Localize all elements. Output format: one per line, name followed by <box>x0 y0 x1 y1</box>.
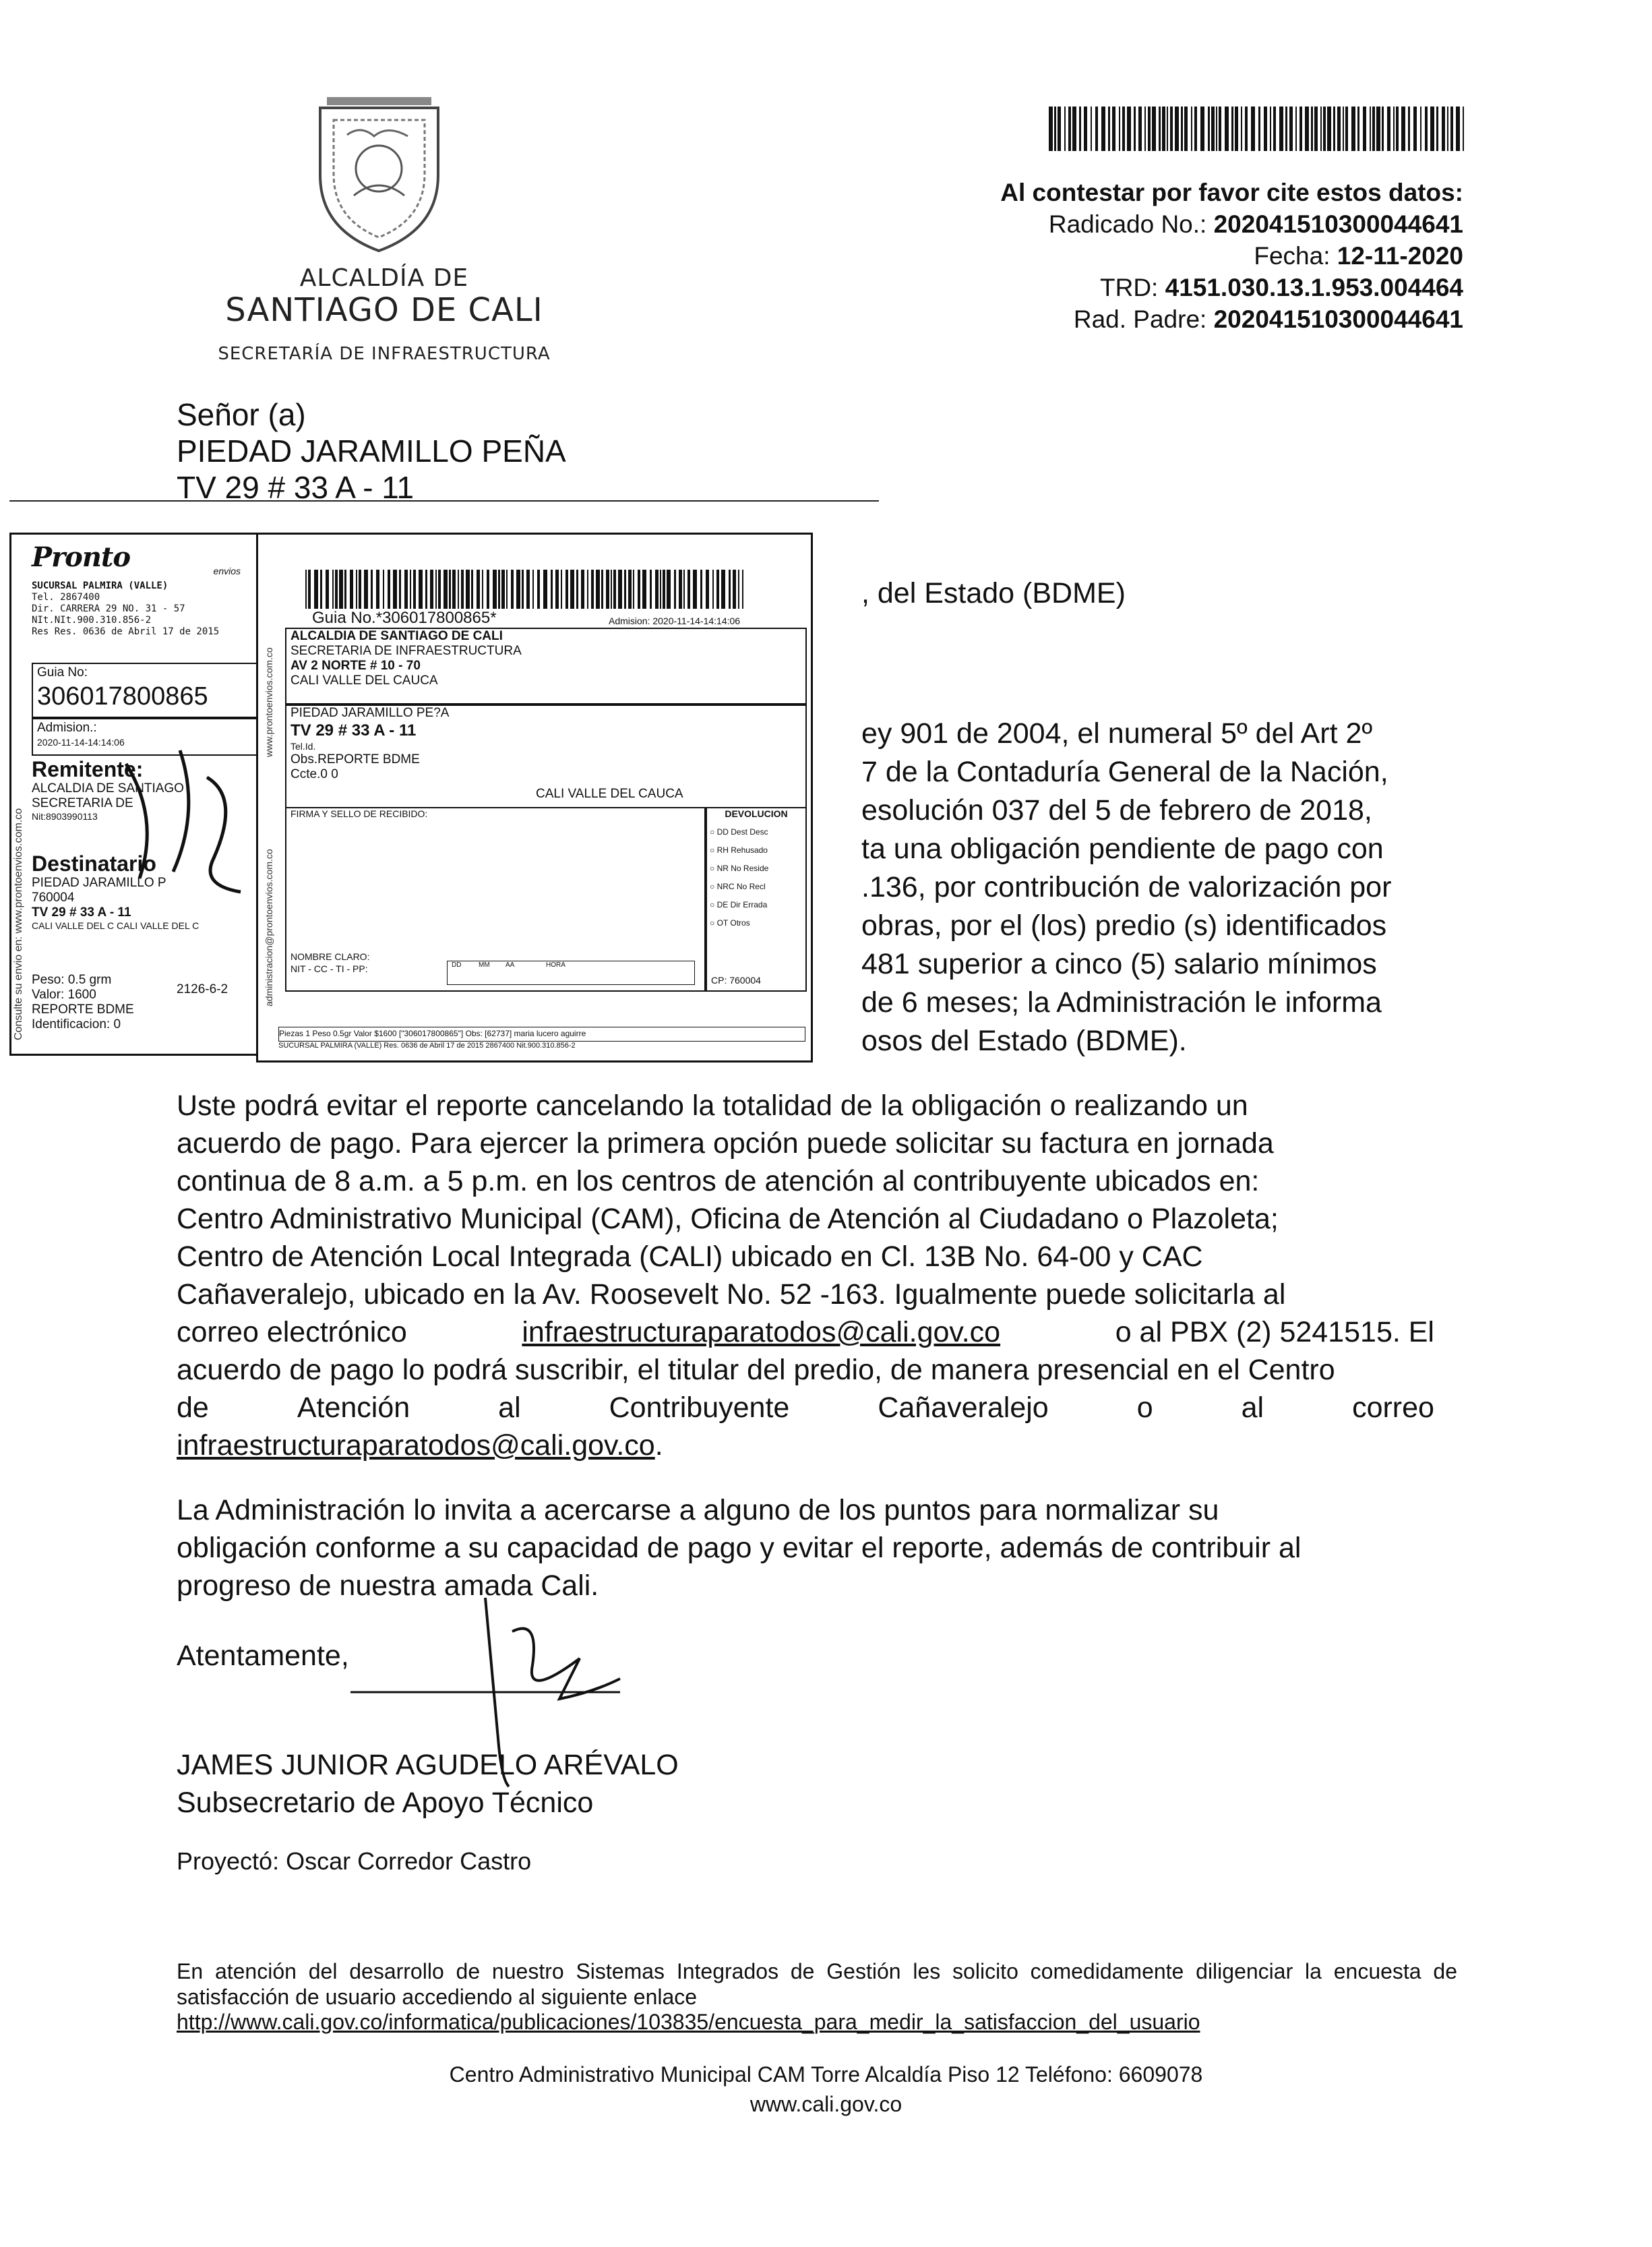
barcode-bar <box>1072 107 1076 151</box>
barcode-bar <box>1295 107 1297 151</box>
barcode-bar <box>667 570 671 609</box>
barcode-bar <box>383 570 384 609</box>
barcode-bar <box>404 570 408 609</box>
barcode-bar <box>410 570 411 609</box>
signer-title: Subsecretario de Apoyo Técnico <box>177 1787 594 1819</box>
barcode-bar <box>339 570 343 609</box>
barcode-bar <box>1068 107 1071 151</box>
survey-link[interactable]: http://www.cali.gov.co/informatica/publicaciones/103835/encuesta_para_medir_la_satisfaccion_del_usuario <box>177 2010 1200 2034</box>
barcode-bar <box>537 570 540 609</box>
barcode-bar <box>618 570 622 609</box>
barcode-bar <box>1112 107 1115 151</box>
barcode-bar <box>1289 107 1293 151</box>
barcode-bar <box>1184 107 1188 151</box>
barcode-bar <box>1370 107 1371 151</box>
barcode-bar <box>628 570 632 609</box>
devolucion-box: DEVOLUCION ○ DD Dest Desc ○ RH Rehusado ○ NR No Reside ○ NRC No Recl ○ DE Dir Errada ○ OT Otros CP: 760004 <box>706 807 807 992</box>
barcode-bar <box>1079 107 1081 151</box>
barcode-bar <box>320 570 322 609</box>
p1-line-7: correo electrónico infraestructuraparatodos@cali.gov.co o al PBX (2) 5241515. El <box>177 1313 1434 1351</box>
barcode-bar <box>565 570 568 609</box>
footer-web: www.cali.gov.co <box>749 2092 903 2116</box>
fragment-line-4: esolución 037 del 5 de febrero de 2018, <box>861 794 1372 827</box>
barcode-bar <box>314 570 318 609</box>
barcode-bar <box>359 570 361 609</box>
devolucion-options: ○ DD Dest Desc ○ RH Rehusado ○ NR No Reside ○ NRC No Recl ○ DE Dir Errada ○ OT Otros <box>710 827 769 928</box>
barcode-bar <box>1436 107 1438 151</box>
barcode-bar <box>1208 107 1210 151</box>
barcode-bar <box>393 570 397 609</box>
p2-line-3: progreso de nuestra amada Cali. <box>177 1569 599 1602</box>
courier-logo: Pronto envios <box>32 541 241 576</box>
barcode-bar <box>1463 107 1464 151</box>
barcode-bar <box>350 570 353 609</box>
guia-box: Guia No: 306017800865 <box>32 663 258 718</box>
barcode-bar <box>308 570 311 609</box>
label-side-web: www.prontoenvios.com.co <box>264 647 274 757</box>
barcode-bar <box>1323 107 1326 151</box>
barcode-bar <box>1245 107 1248 151</box>
barcode-bar <box>1159 107 1161 151</box>
peso-block: Peso: 0.5 grm Valor: 1600 REPORTE BDME Identificacion: 0 <box>32 973 134 1031</box>
barcode-bar <box>1119 107 1120 151</box>
barcode-bar <box>1258 107 1260 151</box>
barcode-bar <box>364 570 368 609</box>
fragment-line-6: .136, por contribución de valorización por <box>861 871 1392 903</box>
barcode-bar <box>425 570 427 609</box>
label-ref-code: 2126-6-2 <box>177 982 228 996</box>
barcode-bar <box>555 570 559 609</box>
fecha-line: Fecha: 12-11-2020 <box>1254 242 1463 270</box>
barcode-bar <box>650 570 652 609</box>
barcode-bar <box>1337 107 1341 151</box>
barcode-bar <box>1144 107 1146 151</box>
barcode-bar <box>449 570 451 609</box>
email-link-1[interactable]: infraestructuraparatodos@cali.gov.co <box>522 1316 1001 1348</box>
barcode-bar <box>1054 107 1056 151</box>
barcode-bar <box>687 570 690 609</box>
barcode-bar <box>706 570 709 609</box>
label-side-email: administracion@prontoenvios.com.co <box>264 849 274 1007</box>
barcode-bar <box>700 570 702 609</box>
barcode-bar <box>606 570 609 609</box>
salutation: Señor (a) <box>177 397 306 432</box>
barcode-bar <box>1095 107 1098 151</box>
barcode-bar <box>1273 107 1276 151</box>
barcode-bar <box>543 570 547 609</box>
piezas-line: Piezas 1 Peso 0.5gr Valor $1600 ["306017800865"] Obs: [62737] maria lucero aguirre <box>278 1027 805 1042</box>
barcode-bar <box>613 570 616 609</box>
barcode-bar <box>1122 107 1125 151</box>
barcode-bar <box>305 570 307 609</box>
paragraph-invitation <box>177 1491 1434 1605</box>
letterhead-line1: ALCALDÍA DE <box>299 264 469 292</box>
barcode-bar <box>506 570 508 609</box>
barcode-bar <box>1396 107 1399 151</box>
fragment-line-5: ta una obligación pendiente de pago con <box>861 833 1384 865</box>
barcode-bar <box>332 570 334 609</box>
fragment-line-3: 7 de la Contaduría General de la Nación, <box>861 756 1388 788</box>
handwritten-mark <box>99 737 268 905</box>
barcode-bar <box>1401 107 1405 151</box>
recipient-address: TV 29 # 33 A - 11 <box>177 470 415 505</box>
barcode-bar <box>1393 107 1395 151</box>
barcode-bar <box>733 570 736 609</box>
barcode-bar <box>1327 107 1331 151</box>
barcode-bar <box>1425 107 1428 151</box>
fragment-line-7: obras, por el (los) predio (s) identificados <box>861 909 1387 942</box>
barcode-bar <box>1333 107 1335 151</box>
barcode-bar <box>712 570 714 609</box>
barcode-bar <box>1064 107 1066 151</box>
sender-box: ALCALDIA DE SANTIAGO DE CALI SECRETARIA DE INFRAESTRUCTURA AV 2 NORTE # 10 - 70 CALI VALLE DEL CAUCA <box>285 628 807 705</box>
barcode-bar <box>1314 107 1318 151</box>
barcode-bar <box>344 570 346 609</box>
survey-note: En atención del desarrollo de nuestro Sistemas Integrados de Gestión les solicito comedidamente diligenciar la encuesta de satisfacción de usuario accediendo al siguiente enlace <box>177 1959 1457 2009</box>
barcode-bar <box>587 570 588 609</box>
rad-padre-value: 202041510300044641 <box>1213 305 1463 333</box>
barcode-bar <box>1420 107 1421 151</box>
barcode-bar <box>1413 107 1417 151</box>
p1-line-2: acuerdo de pago. Para ejercer la primera opción puede solicitar su factura en jornada <box>177 1127 1274 1160</box>
barcode-bar <box>1152 107 1156 151</box>
barcode-bar <box>601 570 603 609</box>
p2-line-2: obligación conforme a su capacidad de pago y evitar el reporte, además de contribuir al <box>177 1532 1302 1564</box>
divider <box>9 500 879 502</box>
barcode-bar <box>1181 107 1183 151</box>
barcode-bar <box>1351 107 1355 151</box>
signer-name: JAMES JUNIOR AGUDELO ARÉVALO <box>177 1749 679 1781</box>
email-link-2[interactable]: infraestructuraparatodos@cali.gov.co <box>177 1429 655 1462</box>
p1-line-5: Centro de Atención Local Integrada (CALI) ubicado en Cl. 13B No. 64-00 y CAC <box>177 1240 1203 1273</box>
barcode-bar <box>1345 107 1348 151</box>
barcode-bar <box>1343 107 1344 151</box>
barcode-bar <box>399 570 401 609</box>
barcode-bar <box>1219 107 1221 151</box>
fragment-line-1: , del Estado (BDME) <box>861 577 1126 609</box>
barcode-bar <box>729 570 731 609</box>
barcode-bar <box>1211 107 1215 151</box>
remitente-block: Remitente: ALCALDIA DE SANTIAGO SECRETARIA DE Nit:8903990113 <box>32 757 184 822</box>
barcode-bar <box>1175 107 1179 151</box>
barcode-bar <box>443 570 448 609</box>
barcode-bar <box>596 570 600 609</box>
barcode-bar <box>660 570 661 609</box>
barcode-bar <box>693 570 697 609</box>
barcode-bar <box>1191 107 1192 151</box>
barcode-bar <box>624 570 626 609</box>
radicado-line: Radicado No.: 202041510300044641 <box>1048 210 1463 238</box>
barcode-bar <box>452 570 456 609</box>
shipping-label-main <box>256 533 813 1062</box>
barcode-bar <box>356 570 357 609</box>
fragment-line-10: osos del Estado (BDME). <box>861 1025 1187 1057</box>
barcode-bar <box>466 570 470 609</box>
barcode-bar <box>487 570 489 609</box>
barcode-bar <box>438 570 441 609</box>
trd-line: TRD: 4151.030.13.1.953.004464 <box>1100 274 1463 301</box>
label-admision-main: Admision: 2020-11-14-14:14:06 <box>609 616 741 626</box>
p1-line-1: Uste podrá evitar el reporte cancelando la totalidad de la obligación o realizando un <box>177 1089 1248 1122</box>
barcode-bar <box>1442 107 1445 151</box>
dest-box: PIEDAD JARAMILLO PE?A TV 29 # 33 A - 11 Tel.Id. Obs.REPORTE BDME Ccte.0 0 CALI VALLE DEL CAUCA <box>285 705 807 808</box>
barcode-bar <box>1299 107 1302 151</box>
p1-line-9: de Atención al Contribuyente Cañaveralejo o al correo <box>177 1391 1434 1424</box>
barcode-bar <box>1231 107 1233 151</box>
barcode-bar <box>1372 107 1375 151</box>
barcode-bar <box>1456 107 1460 151</box>
barcode-bar <box>461 570 464 609</box>
guia-number: 306017800865 <box>37 682 208 711</box>
barcode-bar <box>1049 107 1053 151</box>
barcode-bar <box>493 570 497 609</box>
barcode-bar <box>1084 107 1087 151</box>
barcode-bar <box>679 570 682 609</box>
barcode-bar <box>1134 107 1136 151</box>
barcode-bar <box>482 570 483 609</box>
barcode-bar <box>1148 107 1151 151</box>
barcode-bar <box>663 570 665 609</box>
barcode-bar <box>738 570 739 609</box>
fecha-value: 12-11-2020 <box>1337 242 1463 270</box>
barcode-bar <box>1194 107 1197 151</box>
label-side-text: Consulte su envio en: www.prontoenvios.com.co <box>13 808 24 1040</box>
barcode-bar <box>638 570 640 609</box>
radicado-number: 202041510300044641 <box>1213 210 1463 238</box>
barcode-bar <box>1200 107 1204 151</box>
barcode-bar <box>1447 107 1448 151</box>
barcode-bar <box>1382 107 1384 151</box>
barcode-bar <box>570 570 574 609</box>
barcode-bar <box>674 570 676 609</box>
barcode-bar <box>326 570 329 609</box>
barcode-bar <box>501 570 505 609</box>
barcode-bar <box>1285 107 1287 151</box>
shipping-label-stub <box>9 533 262 1056</box>
p2-line-1: La Administración lo invita a acercarse a alguno de los puntos para normalizar su <box>177 1494 1219 1526</box>
barcode-bar <box>742 570 743 609</box>
barcode-bar <box>1138 107 1142 151</box>
barcode-bar <box>633 570 634 609</box>
admision-box: Admision.: 2020-11-14-14:14:06 <box>32 718 258 756</box>
barcode-bar <box>1091 107 1092 151</box>
label-guia-main: Guia No.*306017800865* <box>312 609 497 627</box>
barcode-bar <box>1320 107 1322 151</box>
barcode-bar <box>1235 107 1238 151</box>
barcode-bar <box>1241 107 1242 151</box>
barcode-bar <box>1225 107 1229 151</box>
barcode-bar <box>511 570 514 609</box>
fragment-line-8: 481 superior a cinco (5) salario mínimos <box>861 948 1377 980</box>
barcode-bar <box>1127 107 1131 151</box>
project-credit: Proyectó: Oscar Corredor Castro <box>177 1847 532 1875</box>
barcode-bar <box>522 570 524 609</box>
barcode-bar <box>1387 107 1390 151</box>
barcode-bar <box>477 570 480 609</box>
barcode-bar <box>388 570 390 609</box>
barcode-bar <box>1162 107 1165 151</box>
barcode-bar <box>591 570 594 609</box>
signature-box: FIRMA Y SELLO DE RECIBIDO: NOMBRE CLARO: NIT - CC - TI - PP: DD MM AA HORA <box>285 807 706 992</box>
barcode-bar <box>1279 107 1283 151</box>
barcode-bar <box>516 570 520 609</box>
barcode-bar <box>611 570 612 609</box>
barcode-bar <box>1058 107 1061 151</box>
barcode-bar <box>376 570 379 609</box>
barcode-bar <box>716 570 719 609</box>
label-bottom-line: SUCURSAL PALMIRA (VALLE) Res. 0636 de Abril 17 de 2015 2867400 Nit.900.310.856-2 <box>278 1042 576 1050</box>
barcode-bar <box>1376 107 1380 151</box>
recipient-name: PIEDAD JARAMILLO PEÑA <box>177 433 566 469</box>
barcode-bar <box>419 570 423 609</box>
barcode-bar <box>561 570 562 609</box>
p1-line-4: Centro Administrativo Municipal (CAM), Oficina de Atención al Ciudadano o Plazoleta; <box>177 1203 1279 1235</box>
barcode-bar <box>1251 107 1255 151</box>
barcode-bar <box>1305 107 1309 151</box>
barcode-bar <box>683 570 685 609</box>
date-fields: DD MM AA HORA <box>447 961 695 985</box>
destinatario-block: Destinatario PIEDAD JARAMILLO P 760004 TV 29 # 33 A - 11 CALI VALLE DEL C CALI VALLE DEL C <box>32 851 200 931</box>
cite-instruction: Al contestar por favor cite estos datos: <box>1000 179 1463 206</box>
footer-address: Centro Administrativo Municipal CAM Torre Alcaldía Piso 12 Teléfono: 6609078 <box>449 2062 1203 2087</box>
p1-line-6: Cañaveralejo, ubicado en la Av. Roosevelt No. 52 -163. Igualmente puede solicitarla al <box>177 1278 1286 1311</box>
rad-padre-line: Rad. Padre: 202041510300044641 <box>1073 305 1463 333</box>
fragment-line-2: ey 901 de 2004, el numeral 5º del Art 2º <box>861 717 1373 750</box>
barcode-bar <box>1357 107 1359 151</box>
label-barcode <box>305 570 743 609</box>
barcode-bar <box>471 570 473 609</box>
fragment-line-9: de 6 meses; la Administración le informa <box>861 986 1382 1019</box>
barcode-bar <box>551 570 553 609</box>
barcode-bar <box>371 570 373 609</box>
barcode-bar <box>335 570 338 609</box>
barcode-bar <box>1167 107 1168 151</box>
barcode-bar <box>430 570 433 609</box>
p1-line-8: acuerdo de pago lo podrá suscribir, el titular del predio, de manera presencial en el Centro <box>177 1354 1335 1386</box>
barcode-bar <box>532 570 534 609</box>
barcode-bar <box>655 570 659 609</box>
barcode-bar <box>1170 107 1173 151</box>
barcode-bar <box>1264 107 1267 151</box>
barcode-bar <box>581 570 584 609</box>
regards: Atentamente, <box>177 1640 349 1672</box>
barcode-bar <box>435 570 437 609</box>
barcode-top <box>1049 107 1464 151</box>
paragraph-payment-options <box>177 1087 1434 1464</box>
letterhead-city: SANTIAGO DE CALI <box>225 291 543 329</box>
barcode-bar <box>1108 107 1110 151</box>
letterhead-secretariat: SECRETARÍA DE INFRAESTRUCTURA <box>218 344 551 364</box>
coat-of-arms-seal <box>307 94 452 256</box>
courier-info: SUCURSAL PALMIRA (VALLE) Tel. 2867400 Dir. CARRERA 29 NO. 31 - 57 NIt.NIt.900.310.856-2 Res Res. 0636 de Abril 17 de 2015 <box>32 580 220 637</box>
barcode-bar <box>526 570 530 609</box>
barcode-bar <box>1450 107 1453 151</box>
barcode-bar <box>1101 107 1105 151</box>
barcode-bar <box>576 570 578 609</box>
p1-line-3: continua de 8 a.m. a 5 p.m. en los centros de atención al contribuyente ubicados en: <box>177 1165 1260 1197</box>
barcode-bar <box>721 570 725 609</box>
barcode-bar <box>458 570 459 609</box>
barcode-bar <box>1311 107 1313 151</box>
barcode-bar <box>498 570 500 609</box>
barcode-bar <box>1363 107 1366 151</box>
barcode-bar <box>1216 107 1217 151</box>
p1-line-10: infraestructuraparatodos@cali.gov.co. <box>177 1429 663 1462</box>
barcode-bar <box>642 570 646 609</box>
trd-value: 4151.030.13.1.953.004464 <box>1165 274 1463 301</box>
barcode-bar <box>413 570 416 609</box>
barcode-bar <box>1408 107 1410 151</box>
barcode-bar <box>1270 107 1271 151</box>
barcode-bar <box>1430 107 1434 151</box>
